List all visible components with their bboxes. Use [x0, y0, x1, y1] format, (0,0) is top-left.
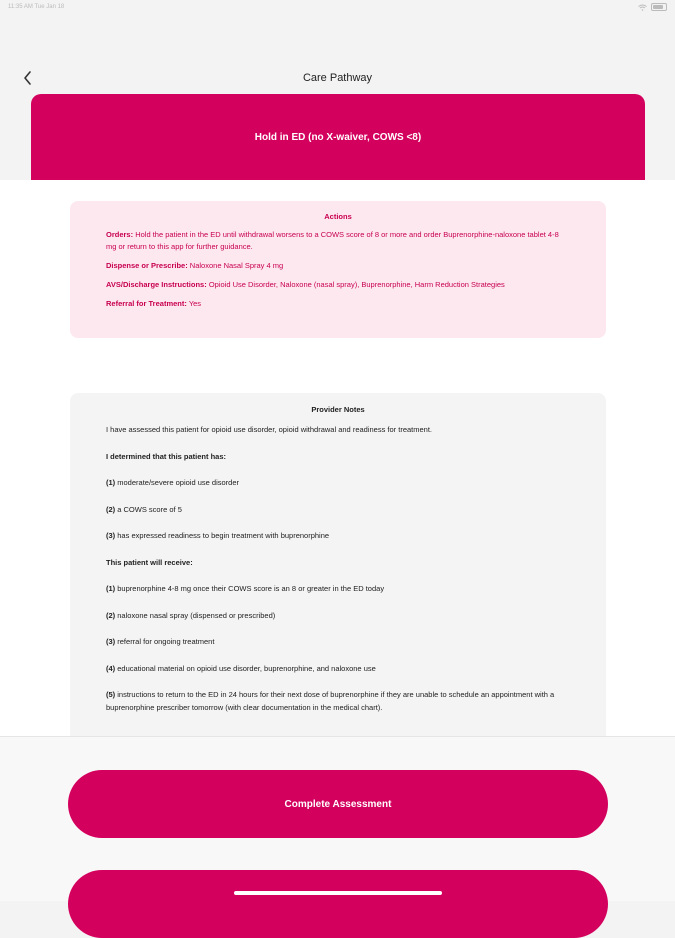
wifi-icon — [638, 4, 647, 11]
nav-bar — [0, 60, 675, 96]
orders-line: Orders: Hold the patient in the ED until withdrawal worsens to a COWS score of 8 or more and order Buprenorphine-naloxone tablet 4-8 mg or return to this app for further guidance. — [106, 230, 559, 251]
list-item: (4) educational material on opioid use disorder, buprenorphine, and naloxone use — [106, 663, 376, 673]
dispense-line: Dispense or Prescribe: Naloxone Nasal Spray 4 mg — [106, 261, 284, 270]
battery-icon — [651, 3, 667, 11]
status-bar — [0, 0, 675, 16]
home-indicator — [234, 891, 442, 895]
list-item: (1) moderate/severe opioid use disorder — [106, 478, 240, 487]
status-icons — [638, 3, 667, 11]
pathway-card — [31, 94, 645, 754]
list-item: (5) instructions to return to the ED in 24 hours for their next dose of buprenorphine if they are unable to schedule an appointment with a buprenorphine prescriber tomorrow (with clear documentation in the medical chart). — [106, 690, 555, 712]
avs-line: AVS/Discharge Instructions: Opioid Use Disorder, Naloxone (nasal spray), Buprenorphine, Harm Reduction Strategies — [106, 280, 505, 289]
actions-panel — [70, 201, 606, 338]
status-time: 11:35 AM Tue Jan 18 — [8, 4, 65, 10]
determined-heading: I determined that this patient has: — [106, 451, 227, 461]
list-item: (2) a COWS score of 5 — [106, 504, 182, 514]
list-item: (3) has expressed readiness to begin treatment with buprenorphine — [106, 531, 330, 540]
list-item: (1) buprenorphine 4-8 mg once their COWS score is an 8 or greater in the ED today — [106, 584, 385, 593]
receive-heading: This patient will receive: — [106, 557, 193, 567]
secondary-button[interactable] — [68, 870, 608, 938]
card-header: Hold in ED (no X-waiver, COWS <8) — [31, 94, 645, 180]
notes-heading: Provider Notes — [311, 405, 365, 414]
actions-heading: Actions — [324, 212, 352, 221]
list-item: (3) referral for ongoing treatment — [106, 637, 215, 646]
provider-notes — [70, 393, 606, 754]
complete-assessment-button[interactable]: Complete Assessment — [68, 770, 608, 838]
page-title: Care Pathway — [302, 72, 373, 84]
referral-line: Referral for Treatment: Yes — [106, 299, 202, 308]
list-item: (2) naloxone nasal spray (dispensed or prescribed) — [106, 610, 276, 620]
notes-intro: I have assessed this patient for opioid use disorder, opioid withdrawal and readiness for treatment. — [106, 425, 433, 434]
